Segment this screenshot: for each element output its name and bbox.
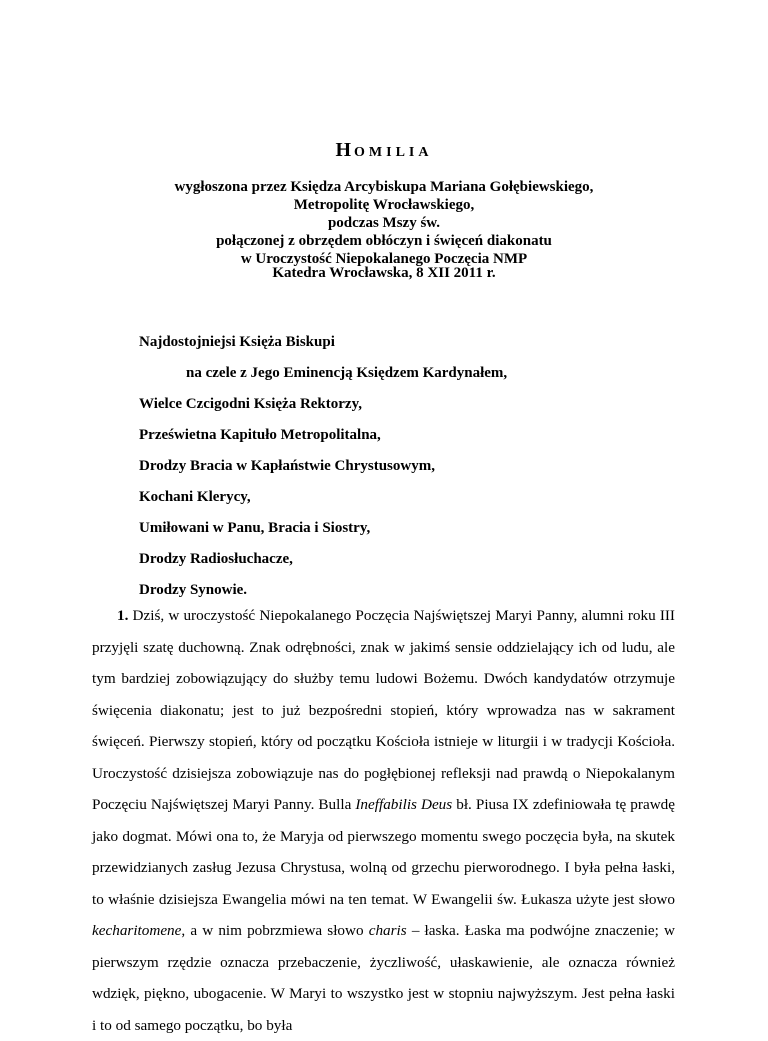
- body-paragraph: [92, 600, 675, 1041]
- addressee-line: Najdostojniejsi Księża Biskupi: [139, 334, 335, 350]
- addressees-list: [139, 333, 659, 612]
- addressee-line: Kochani Klerycy,: [139, 489, 251, 505]
- paragraph-number: 1.: [117, 607, 129, 624]
- paragraph-text: – łaska. Łaska ma podwójne znaczenie; w pierwszym rzędzie oznacza przebaczenie, życzliwość, ułaskawienie, ale oznacza również wdzięk, piękno, ubogacenie. W Maryi to wszystko jest w stopniu najwyższym. Jest pełna łaski i to od samego początku, bo była: [92, 922, 675, 1034]
- greek-term-charis: charis: [368, 922, 407, 939]
- homily-title: [0, 140, 768, 163]
- addressee-line: Drodzy Synowie.: [139, 582, 248, 598]
- addressee-line: Drodzy Radiosłuchacze,: [139, 551, 293, 567]
- addressee-line: Wielce Czcigodni Księża Rektorzy,: [139, 396, 363, 412]
- addressee-line: na czele z Jego Eminencją Księdzem Kardynałem,: [186, 365, 508, 381]
- addressee-line: Umiłowani w Panu, Bracia i Siostry,: [139, 520, 371, 536]
- title-initial: H: [335, 139, 355, 161]
- venue-date: Katedra Wrocławska, 8 XII 2011 r.: [272, 265, 496, 281]
- subtitle-line: wygłoszona przez Księdza Arcybiskupa Mariana Gołębiewskiego,: [174, 179, 594, 195]
- paragraph-text: bł. Piusa IX zdefiniowała tę prawdę jako dogmat. Mówi ona to, że Maryja od pierwszego momentu swego poczęcia była, na skutek przewidzianych zasług Jezusa Chrystusa, wolną od grzechu pierworodnego. I była pełna łaski, to właśnie dzisiejsza Ewangelia mówi na ten temat. W Ewangelii św. Łukasza użyte jest słowo: [92, 796, 675, 908]
- title-rest: OMILIA: [354, 145, 433, 160]
- homily-subtitle: [0, 178, 768, 268]
- subtitle-line: podczas Mszy św.: [327, 215, 441, 231]
- addressee-line: Drodzy Bracia w Kapłaństwie Chrystusowym,: [139, 458, 435, 474]
- subtitle-line: w Uroczystość Niepokalanego Poczęcia NMP: [240, 251, 528, 267]
- latin-term-ineffabilis: Ineffabilis Deus: [355, 796, 453, 813]
- addressee-line: Prześwietna Kapituło Metropolitalna,: [139, 427, 381, 443]
- paragraph-text: Dziś, w uroczystość Niepokalanego Poczęcia Najświętszej Maryi Panny, alumni roku III przyjęli szatę duchowną. Znak odrębności, znak w jakimś sensie oddzielający ich od ludu, ale tym bardziej zobowiązujący do służby temu ludowi Bożemu. Dwóch kandydatów otrzymuje święcenia diakonatu; jest to już bezpośredni stopień, który wprowadza nas w sakrament święceń. Pierwszy stopień, który od początku Kościoła istnieje w liturgii i w tradycji Kościoła. Uroczystość dzisiejsza zobowiązuje nas do pogłębionej refleksji nad prawdą o Niepokalanym Poczęciu Najświętszej Maryi Panny. Bulla: [92, 607, 675, 813]
- subtitle-line: Metropolitę Wrocławskiego,: [293, 197, 475, 213]
- paragraph-text: , a w nim pobrzmiewa słowo: [181, 922, 369, 939]
- greek-term-kecharitomene: kecharitomene: [92, 922, 182, 939]
- subtitle-line: połączonej z obrzędem obłóczyn i święceń diakonatu: [216, 233, 552, 249]
